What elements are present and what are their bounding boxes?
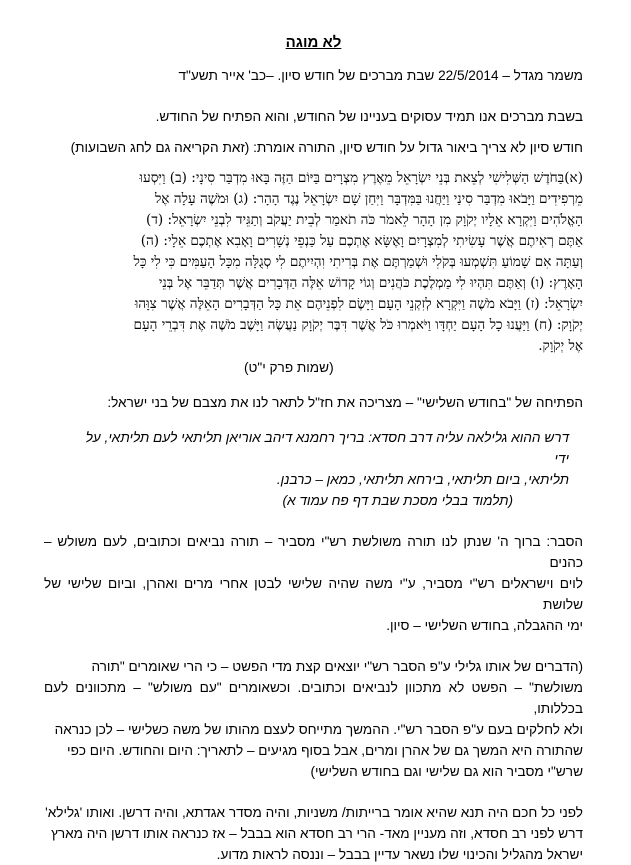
commentary-line: משולשת" – הפשט לא מתכוון לנביאים וכתובים. וכשאומרים "עם משולש" – מתכוונים לעם בכללותו,	[44, 680, 583, 716]
commentary-line: שהתורה היא המשך גם של אהרן ומרים, אבל בסוף מגיעים – לתאריך: היום והחודש. היום כפי	[67, 743, 583, 758]
verse-line: (א)בַּחֹדֶשׁ הַשְּׁלִישִׁי לְצֵאת בְּנֵי יִשְׂרָאֵל מֵאֶרֶץ מִצְרָיִם בַּיּוֹם הַזֶּה בָּאוּ מִדְבַּר סִינָי: (ב) וַיִּסְעוּ	[139, 170, 583, 186]
commentary-line: (הדברים של אותו גלילי ע"פ הסבר רש"י יוצאים קצת מדי הפשט – כי הרי שאומרים "תורה	[91, 659, 583, 674]
verse-line: הָאָרֶץ: (ו) וְאַתֶּם תִּהְיוּ לִי מַמְלֶכֶת כֹּהֲנִים וְגוֹי קָדוֹשׁ אֵלֶּה הַדְּבָרִים אֲשֶׁר תְּדַבֵּר אֶל בְּנֵי	[158, 275, 583, 291]
quote-line: תליתאי, ביום תליתאי, בירחא תליתאי, כמאן – כרבנן.	[276, 472, 569, 487]
sivan-paragraph: חודש סיון לא צריך ביאור גדול על חודש סיון, התורה אומרת: (זאת הקריאה גם לחג השבועות)	[70, 140, 583, 155]
verse-line: מֵרְפִידִים וַיָּבֹאוּ מִדְבַּר סִינַי וַיַּחֲנוּ בַּמִּדְבָּר וַיִּחַן שָׁם יִשְׂרָאֵל נֶגֶד הָהָר: (ג) וּמֹשֶׁה עָלָה אֶל	[154, 191, 583, 207]
intro-paragraph: בשבת מברכים אנו תמיד עסוקים בעניינו של החודש, והוא הפתיח של החודש.	[155, 109, 583, 124]
explanation-paragraph	[44, 531, 583, 636]
verse-line: אַתֶּם רְאִיתֶם אֲשֶׁר עָשִׂיתִי לְמִצְרָיִם וָאֶשָּׂא אֶתְכֶם עַל כַּנְפֵי נְשָׁרִים וָאָבִא אֶתְכֶם אֵלָי: (ה)	[140, 233, 583, 249]
verse-line: יִשְׂרָאֵל: (ז) וַיָּבֹא מֹשֶׁה וַיִּקְרָא לְזִקְנֵי הָעָם וַיָּשֶׂם לִפְנֵיהֶם אֵת כָּל הַדְּבָרִים הָאֵלֶּה אֲשֶׁר צִוָּהוּ	[134, 296, 583, 312]
commentary-paragraph	[44, 656, 583, 782]
verse-line: הָאֱלֹהִים וַיִּקְרָא אֵלָיו יְקֹוָק מִן הָהָר לֵאמֹר כֹּה תֹאמַר לְבֵית יַעֲקֹב וְתַגֵּיד לִבְנֵי יִשְׂרָאֵל: (ד)	[146, 212, 583, 228]
header-line: משמר מגדל – 22/5/2014 שבת מברכים של חודש סיון. –כב' אייר תשע"ד	[178, 68, 583, 83]
explanation-line: לוים וישראלים רש"י מסביר, ע"י משה שהיה שלישי לבטן אחרי מרים ואהרן, וביום שלישי של שלושת	[44, 576, 583, 612]
verse-line: אֶל יְקֹוָק.	[538, 338, 583, 354]
torah-verse-block	[44, 168, 583, 357]
explanation-line: הסבר: ברוך ה' שנתן לנו תורה משולשת רש"י מסביר – תורה נביאים וכתובים, לעם משולש – כהנים	[44, 534, 583, 570]
verse-line: יְקֹוָק: (ח) וַיַּעֲנוּ כָל הָעָם יַחְדָּו וַיֹּאמְרוּ כֹּל אֲשֶׁר דִּבֶּר יְקֹוָק נַעֲשֶׂה וַיָּשֶׁב מֹשֶׁה אֶת דִּבְרֵי הָעָם	[133, 317, 583, 333]
quote-line: דרש ההוא גלילאה עליה דרב חסדא: בריך רחמנא דיהב אוריאן תליתאי לעם תליתאי, על ידי	[85, 430, 569, 466]
document-title: לא מוגה	[285, 34, 342, 51]
verse-source: (שמות פרק י"ט)	[244, 360, 334, 375]
closing-paragraph	[44, 802, 583, 865]
commentary-line: ולא לחלקים בעם ע"פ הסבר רש"י. ההמשך מתייחס לעצם מהותו של משה כשלישי – לכן כנראה	[54, 722, 583, 737]
talmud-quote	[44, 427, 569, 490]
commentary-line: שרש"י מסביר הוא גם שלישי וגם בחודש השלישי)	[310, 764, 583, 779]
verse-line: וְעַתָּה אִם שָׁמוֹעַ תִּשְׁמְעוּ בְּקֹלִי וּשְׁמַרְתֶּם אֶת בְּרִיתִי וִהְיִיתֶם לִי סְגֻלָּה מִכָּל הָעַמִּים כִּי לִי כָּל	[133, 254, 583, 270]
closing-line: לפני כל חכם היה תנא שהיא אומר ברייתות/ משניות, והיה מסדר אגדתא, והיה דרשן. ואותו 'גלילא'	[45, 805, 583, 820]
opening-paragraph: הפתיחה של "בחודש השלישי" – מצריכה את חז"ל לתאר לנו את מצבם של בני ישראל:	[107, 395, 583, 410]
closing-line: דרש לפני רב חסדא, וזה מעניין מאד- הרי רב חסדא הוא בבבל – אז כנראה אותו דרשן היה מארץ	[50, 826, 583, 841]
closing-line: ישראל מהגליל והכינוי שלו נשאר עדיין בבבל – וננסה לראות מדוע.	[216, 847, 583, 862]
quote-source: (תלמוד בבלי מסכת שבת דף פח עמוד א)	[282, 493, 513, 508]
explanation-line: ימי ההגבלה, בחודש השלישי – סיון.	[386, 618, 583, 633]
